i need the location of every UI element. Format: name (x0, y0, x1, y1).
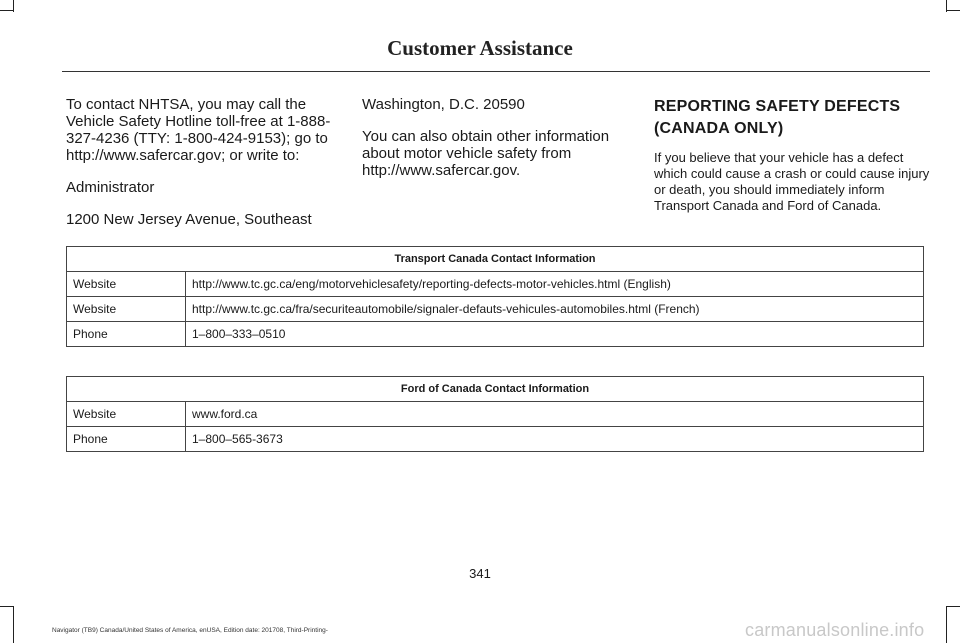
section-heading-line-1: REPORTING SAFETY DEFECTS (654, 98, 901, 115)
section-heading (654, 96, 930, 140)
table-header-row (67, 247, 924, 272)
address-line-administrator: Administrator (66, 179, 155, 196)
table-row (67, 272, 924, 297)
page-number: 341 (469, 566, 491, 581)
row-label: Website (67, 297, 186, 322)
table-row (67, 427, 924, 452)
column-3 (654, 96, 930, 214)
table-row (67, 297, 924, 322)
ford-canada-table-title: Ford of Canada Contact Information (67, 377, 924, 402)
row-label: Phone (67, 427, 186, 452)
crop-mark-top-right-v (946, 0, 947, 12)
header-rule (62, 71, 930, 72)
table-row (67, 402, 924, 427)
section-heading-line-2: (CANADA ONLY) (654, 120, 784, 137)
crop-mark-bottom-right-v (946, 606, 947, 643)
crop-mark-top-left-h (0, 10, 14, 11)
address-line-street: 1200 New Jersey Avenue, Southeast (66, 211, 312, 228)
column-2 (362, 96, 632, 194)
page-title: Customer Assistance (387, 36, 573, 60)
row-value: 1–800–333–0510 (186, 322, 924, 347)
address-line-city: Washington, D.C. 20590 (362, 96, 525, 113)
crop-mark-bottom-right-h (946, 606, 960, 607)
transport-canada-table (66, 246, 924, 347)
safety-info-paragraph: You can also obtain other information about motor vehicle safety from http://www.safercar.gov. (362, 128, 610, 179)
crop-mark-top-left-v (13, 0, 14, 12)
nhtsa-contact-paragraph: To contact NHTSA, you may call the Vehicle Safety Hotline toll-free at 1-888-327-4236 (TTY: 1-800-424-9153); go to http://www.safercar.gov; or write to: (66, 96, 331, 164)
defect-report-paragraph: If you believe that your vehicle has a defect which could cause a crash or could cause injury or death, you should immediately inform Transport Canada and Ford of Canada. (654, 150, 930, 213)
ford-canada-table (66, 376, 924, 452)
crop-mark-bottom-left-h (0, 606, 14, 607)
row-value: http://www.tc.gc.ca/eng/motorvehiclesafety/reporting-defects-motor-vehicles.html (English) (186, 272, 924, 297)
crop-mark-top-right-h (946, 10, 960, 11)
transport-canada-table-title: Transport Canada Contact Information (67, 247, 924, 272)
table-row (67, 322, 924, 347)
column-1 (66, 96, 346, 243)
crop-mark-bottom-left-v (13, 606, 14, 643)
row-value: 1–800–565-3673 (186, 427, 924, 452)
row-value: www.ford.ca (186, 402, 924, 427)
row-value: http://www.tc.gc.ca/fra/securiteautomobile/signaler-defauts-vehicules-automobiles.html (French) (186, 297, 924, 322)
table-header-row (67, 377, 924, 402)
row-label: Website (67, 402, 186, 427)
footer-edition-info: Navigator (TB9) Canada/United States of America, enUSA, Edition date: 201708, Third-Printing- (52, 627, 328, 634)
row-label: Phone (67, 322, 186, 347)
watermark: carmanualsonline.info (745, 620, 925, 640)
row-label: Website (67, 272, 186, 297)
